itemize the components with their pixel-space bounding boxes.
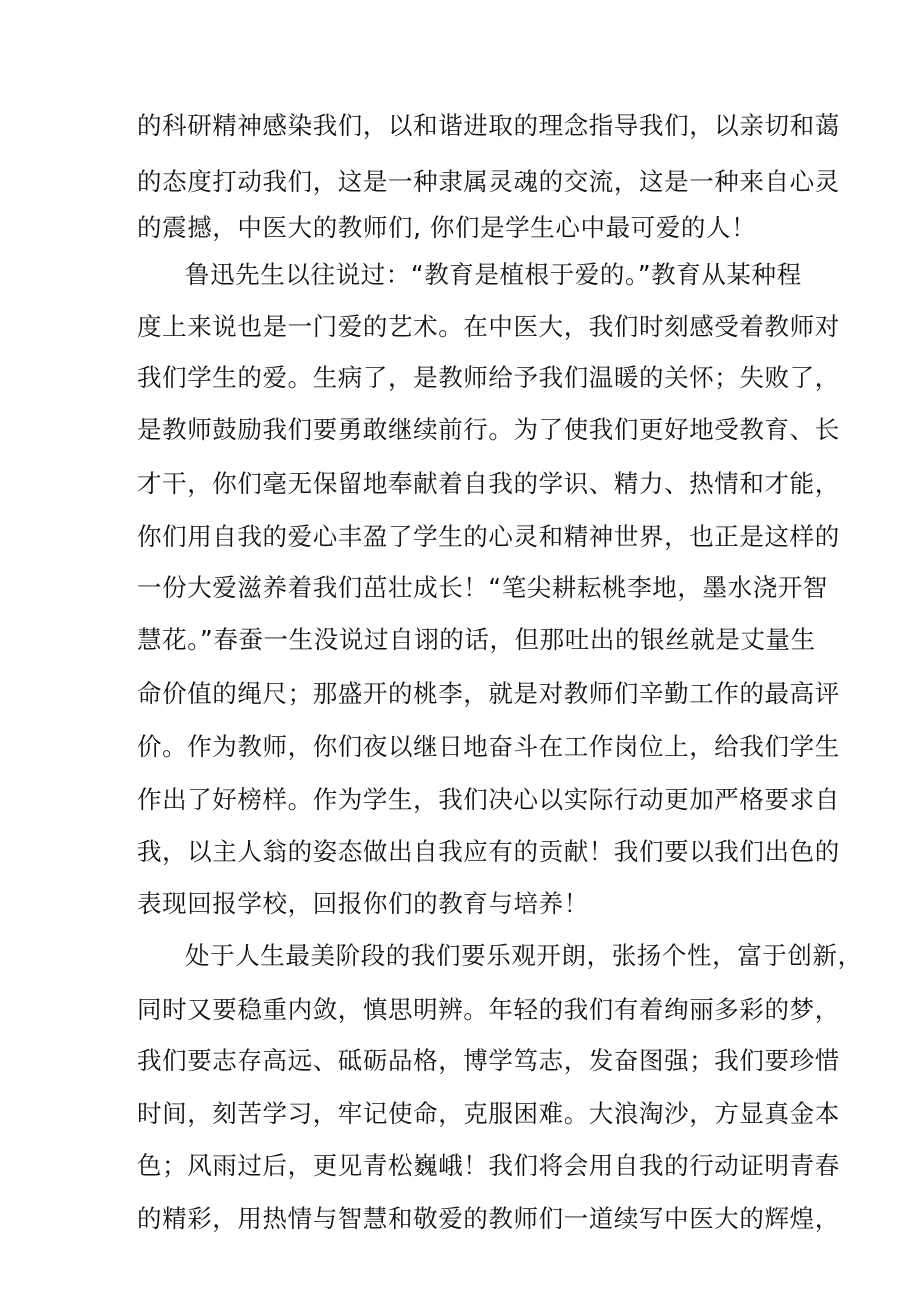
text-line: 度上来说也是一门爱的艺术。在中医大，我们时刻感受着教师对 xyxy=(137,312,840,341)
text-line: 慧花。”春蚕一生没说过自诩的话，但那吐出的银丝就是丈量生 xyxy=(137,625,816,654)
text-line: 作出了好榜样。作为学生，我们决心以实际行动更加严格要求自 xyxy=(137,785,840,814)
text-line: 一份大爱滋养着我们茁壮成长！“笔尖耕耘桃李地，墨水浇开智 xyxy=(137,573,828,602)
text-line: 你们用自我的爱心丰盈了学生的心灵和精神世界，也正是这样的 xyxy=(137,522,840,551)
text-line: 色；风雨过后，更见青松巍峨！我们将会用自我的行动证明青春 xyxy=(137,1151,840,1180)
text-line: 命价值的绳尺；那盛开的桃李，就是对教师们辛勤工作的最高评 xyxy=(137,679,840,708)
text-line: 处于人生最美阶段的我们要乐观开朗，张扬个性，富于创新， xyxy=(185,941,863,970)
text-line: 我们学生的爱。生病了，是教师给予我们温暖的关怀；失败了， xyxy=(137,363,840,392)
text-line: 才干，你们毫无保留地奉献着自我的学识、精力、热情和才能， xyxy=(137,469,840,498)
text-line: 的态度打动我们，这是一种隶属灵魂的交流，这是一种来自心灵 xyxy=(137,167,840,196)
text-line: 是教师鼓励我们要勇敢继续前行。为了使我们更好地受教育、长 xyxy=(137,415,840,444)
text-line: 的科研精神感染我们，以和谐进取的理念指导我们，以亲切和蔼 xyxy=(137,111,840,140)
text-line: 我们要志存高远、砥砺品格，博学笃志，发奋图强；我们要珍惜 xyxy=(137,1046,840,1075)
text-line: 我，以主人翁的姿态做出自我应有的贡献！我们要以我们出色的 xyxy=(137,837,840,866)
text-line: 的震撼，中医大的教师们, 你们是学生心中最可爱的人！ xyxy=(137,213,757,242)
text-line: 时间，刻苦学习，牢记使命，克服困难。大浪淘沙，方显真金本 xyxy=(137,1099,840,1128)
text-line: 价。作为教师，你们夜以继日地奋斗在工作岗位上，给我们学生 xyxy=(137,732,840,761)
text-line: 同时又要稳重内敛，慎思明辨。年轻的我们有着绚丽多彩的梦， xyxy=(137,995,840,1024)
text-line: 鲁迅先生以往说过：“教育是植根于爱的。”教育从某种程 xyxy=(185,260,802,289)
text-line: 表现回报学校，回报你们的教育与培养！ xyxy=(137,889,589,918)
text-line: 的精彩，用热情与智慧和敬爱的教师们一道续写中医大的辉煌， xyxy=(137,1204,840,1233)
